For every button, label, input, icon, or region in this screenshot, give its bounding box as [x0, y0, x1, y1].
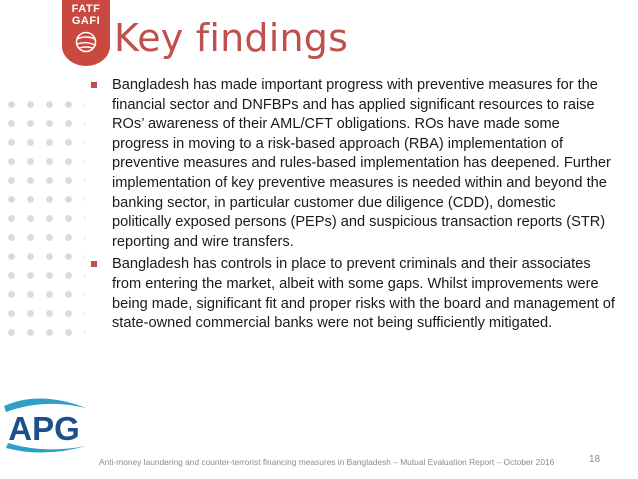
gafi-logo-text: GAFI [71, 15, 101, 27]
globe-icon [74, 31, 98, 53]
list-item [88, 255, 618, 333]
page-number: 18 [589, 454, 601, 465]
decorative-dot-pattern [0, 95, 85, 345]
bullet-list [88, 76, 618, 337]
fatf-gafi-logo [62, 0, 110, 66]
footer-text: Anti-money laundering and counter-terrorist financing measures in Bangladesh – Mutual Evaluation Report – October 2016 [99, 457, 555, 467]
square-bullet-icon [91, 82, 97, 88]
slide-title: Key findings [114, 16, 349, 60]
apg-logo-text: APG [8, 410, 80, 447]
apg-logo [0, 396, 88, 456]
fatf-logo-text: FATF [71, 3, 101, 15]
bullet-text: Bangladesh has controls in place to prevent criminals and their associates from entering the market, albeit with some gaps. Whilst improvements were being made, significant fit and proper risks with the board and management of state-owned commercial banks were not being sufficiently mitigated. [112, 256, 615, 332]
bullet-text: Bangladesh has made important progress with preventive measures for the financial sector and DNFBPs and has applied significant resources to raise ROs’ awareness of their AML/CFT obligations. ROs have made some progress in moving to a risk-based approach (RBA) implementation of preventive measures and rules-based implementation has deepened. Further implementation of key preventive measures is needed within and beyond the banking sector, in particular customer due diligence (CDD), domestic politically exposed persons (PEPs) and suspicious transaction reports (STR) reporting and wire transfers. [112, 77, 611, 250]
square-bullet-icon [91, 261, 97, 267]
list-item [88, 76, 618, 252]
